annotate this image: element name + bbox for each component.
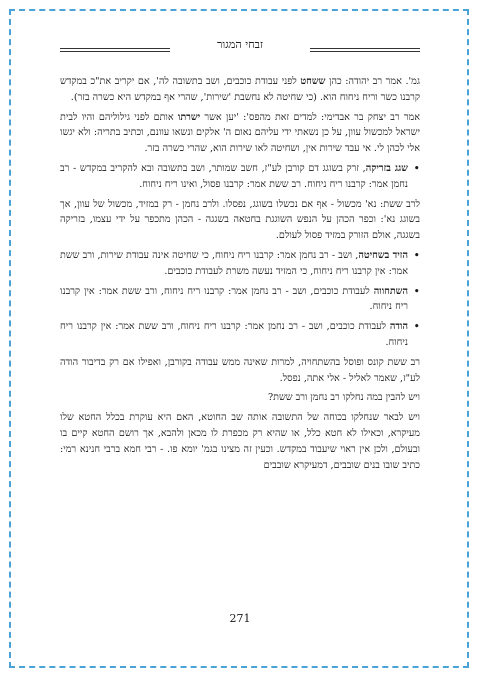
text-run: , ושב - רב נחמן אמר: קרבנו ריח ניחוח, כי שחיטה אינה עבודת שירות, ורב ששת אמר: אין קרבנו ריח ניחוח, כי המזיד נעשה משרת לעבודת כוכבים. (60, 249, 408, 277)
paragraph-rav-yitzchak (60, 110, 420, 157)
paragraph-gemara (60, 74, 420, 106)
page-body (60, 74, 420, 477)
bold-term: ישרתו (177, 111, 201, 123)
bold-term: הודה (389, 321, 408, 333)
text-run: לעבודת כוכבים, ושב - רב נחמן אמר: קרבנו ריח ניחוח, ורב ששת אמר: אין קרבנו ריח ניחוח. (60, 285, 408, 313)
bold-term: השתחווה (373, 285, 408, 297)
bold-term: ששחט (300, 76, 326, 87)
list-item (60, 284, 408, 316)
paragraph-hishtachavaya: רב ששת קונס ופוסל בהשתחויה, למרות שאינה ממש עבודה בקורבן, ואפילו אם רק בדיבור הודה לע"ז, שאמר לאליל - אלי אתה, נפסל. (60, 356, 420, 384)
header-rule-left (60, 48, 170, 52)
paragraph-rav-sheshet: לרב ששת: נא' מכשול - אף אם נכשלו בשוגג, נפסלו. ולרב נחמן - רק במזיד, מכשול של עוון, אך בשוגג נא': וכפר הכהן על הנפש השוגגת בחטאה בשגגה - הכהן מתכפר על ידי עצמו, בזריקה בשגגה, אולם הזורק במזיד פסול לעולם. (60, 198, 420, 242)
list-item (60, 161, 408, 193)
running-header (60, 38, 420, 64)
text-run: אמר רב יצחק בר אבדימי: למדים זאת מהפס': 'יען אשר (200, 111, 420, 123)
bold-term: שגג בזריקה (365, 162, 408, 174)
text-run: גמ'. אמר רב יהודה: כהן (325, 76, 420, 87)
list-item (60, 248, 408, 280)
text-run: לעבודת כוכבים, ושב - רב נחמן אמר: קרבנו ריח ניחוח, ורב ששת אמר: אין קרבנו ריח ניחוח. (60, 321, 408, 348)
paragraph-teshuva: ויש לבאר שנחלקו בכוחה של התשובה אותה שב החוטא, האם היא עוקרת בכלל החטא שלו מעיקרא, וכאילו לא חטא כלל, או שהיא רק מכפרת לו מכאן ולהבא, אך רושם החטא קיים בו ובעולם, ולכן אין ראוי שיעבוד במקדש. וכעין זה מצינו בגמ' יומא פו. - רבי חמא ברבי חנינא רמי: כתיב שובו בנים שובבים, דמעיקרא שובבים (60, 412, 420, 471)
bold-term: הזיד בשחיטה (358, 249, 408, 261)
bullet-list-2 (60, 248, 420, 351)
header-title: זבחי המגור (217, 38, 263, 51)
list-item (60, 319, 408, 351)
text-run: אותם לפני גילוליהם והיו לבית ישראל למכשול עוון, על כן נשאתי ידי עליהם נאום ה' אלקים ונשאו עוונם, וכתיב בתריה: ולא יגשו אלי לכהן לי. אי עבד שירות אין, ושחיטה לאו שירות הוא, שהרי כשרה בזר. (60, 111, 420, 155)
page-number: 271 (229, 612, 251, 625)
bullet-list-1 (60, 161, 420, 193)
text-run: לפני עבודת כוכבים, ושב בתשובה לה', אם יקריב את"כ במקדש קרבנו כשר וריח ניחוח הוא. (כי שחיטה לא נחשבת 'שירות', שהרי אף במקדש היא כשרה בזר). (60, 76, 420, 103)
text-run: , זרק בשוגג דם קורבן לע"ז, חשב שמותר, ושב בתשובה ובא להקריב במקדש - רב נחמן אמר: קרבנו ריח ניחוח. רב ששת אמר: קרבנו פסול, ואינו ריח ניחוח. (60, 162, 408, 190)
paragraph-question: ויש להבין במה נחלקו רב נחמן ורב ששת? (267, 392, 420, 404)
